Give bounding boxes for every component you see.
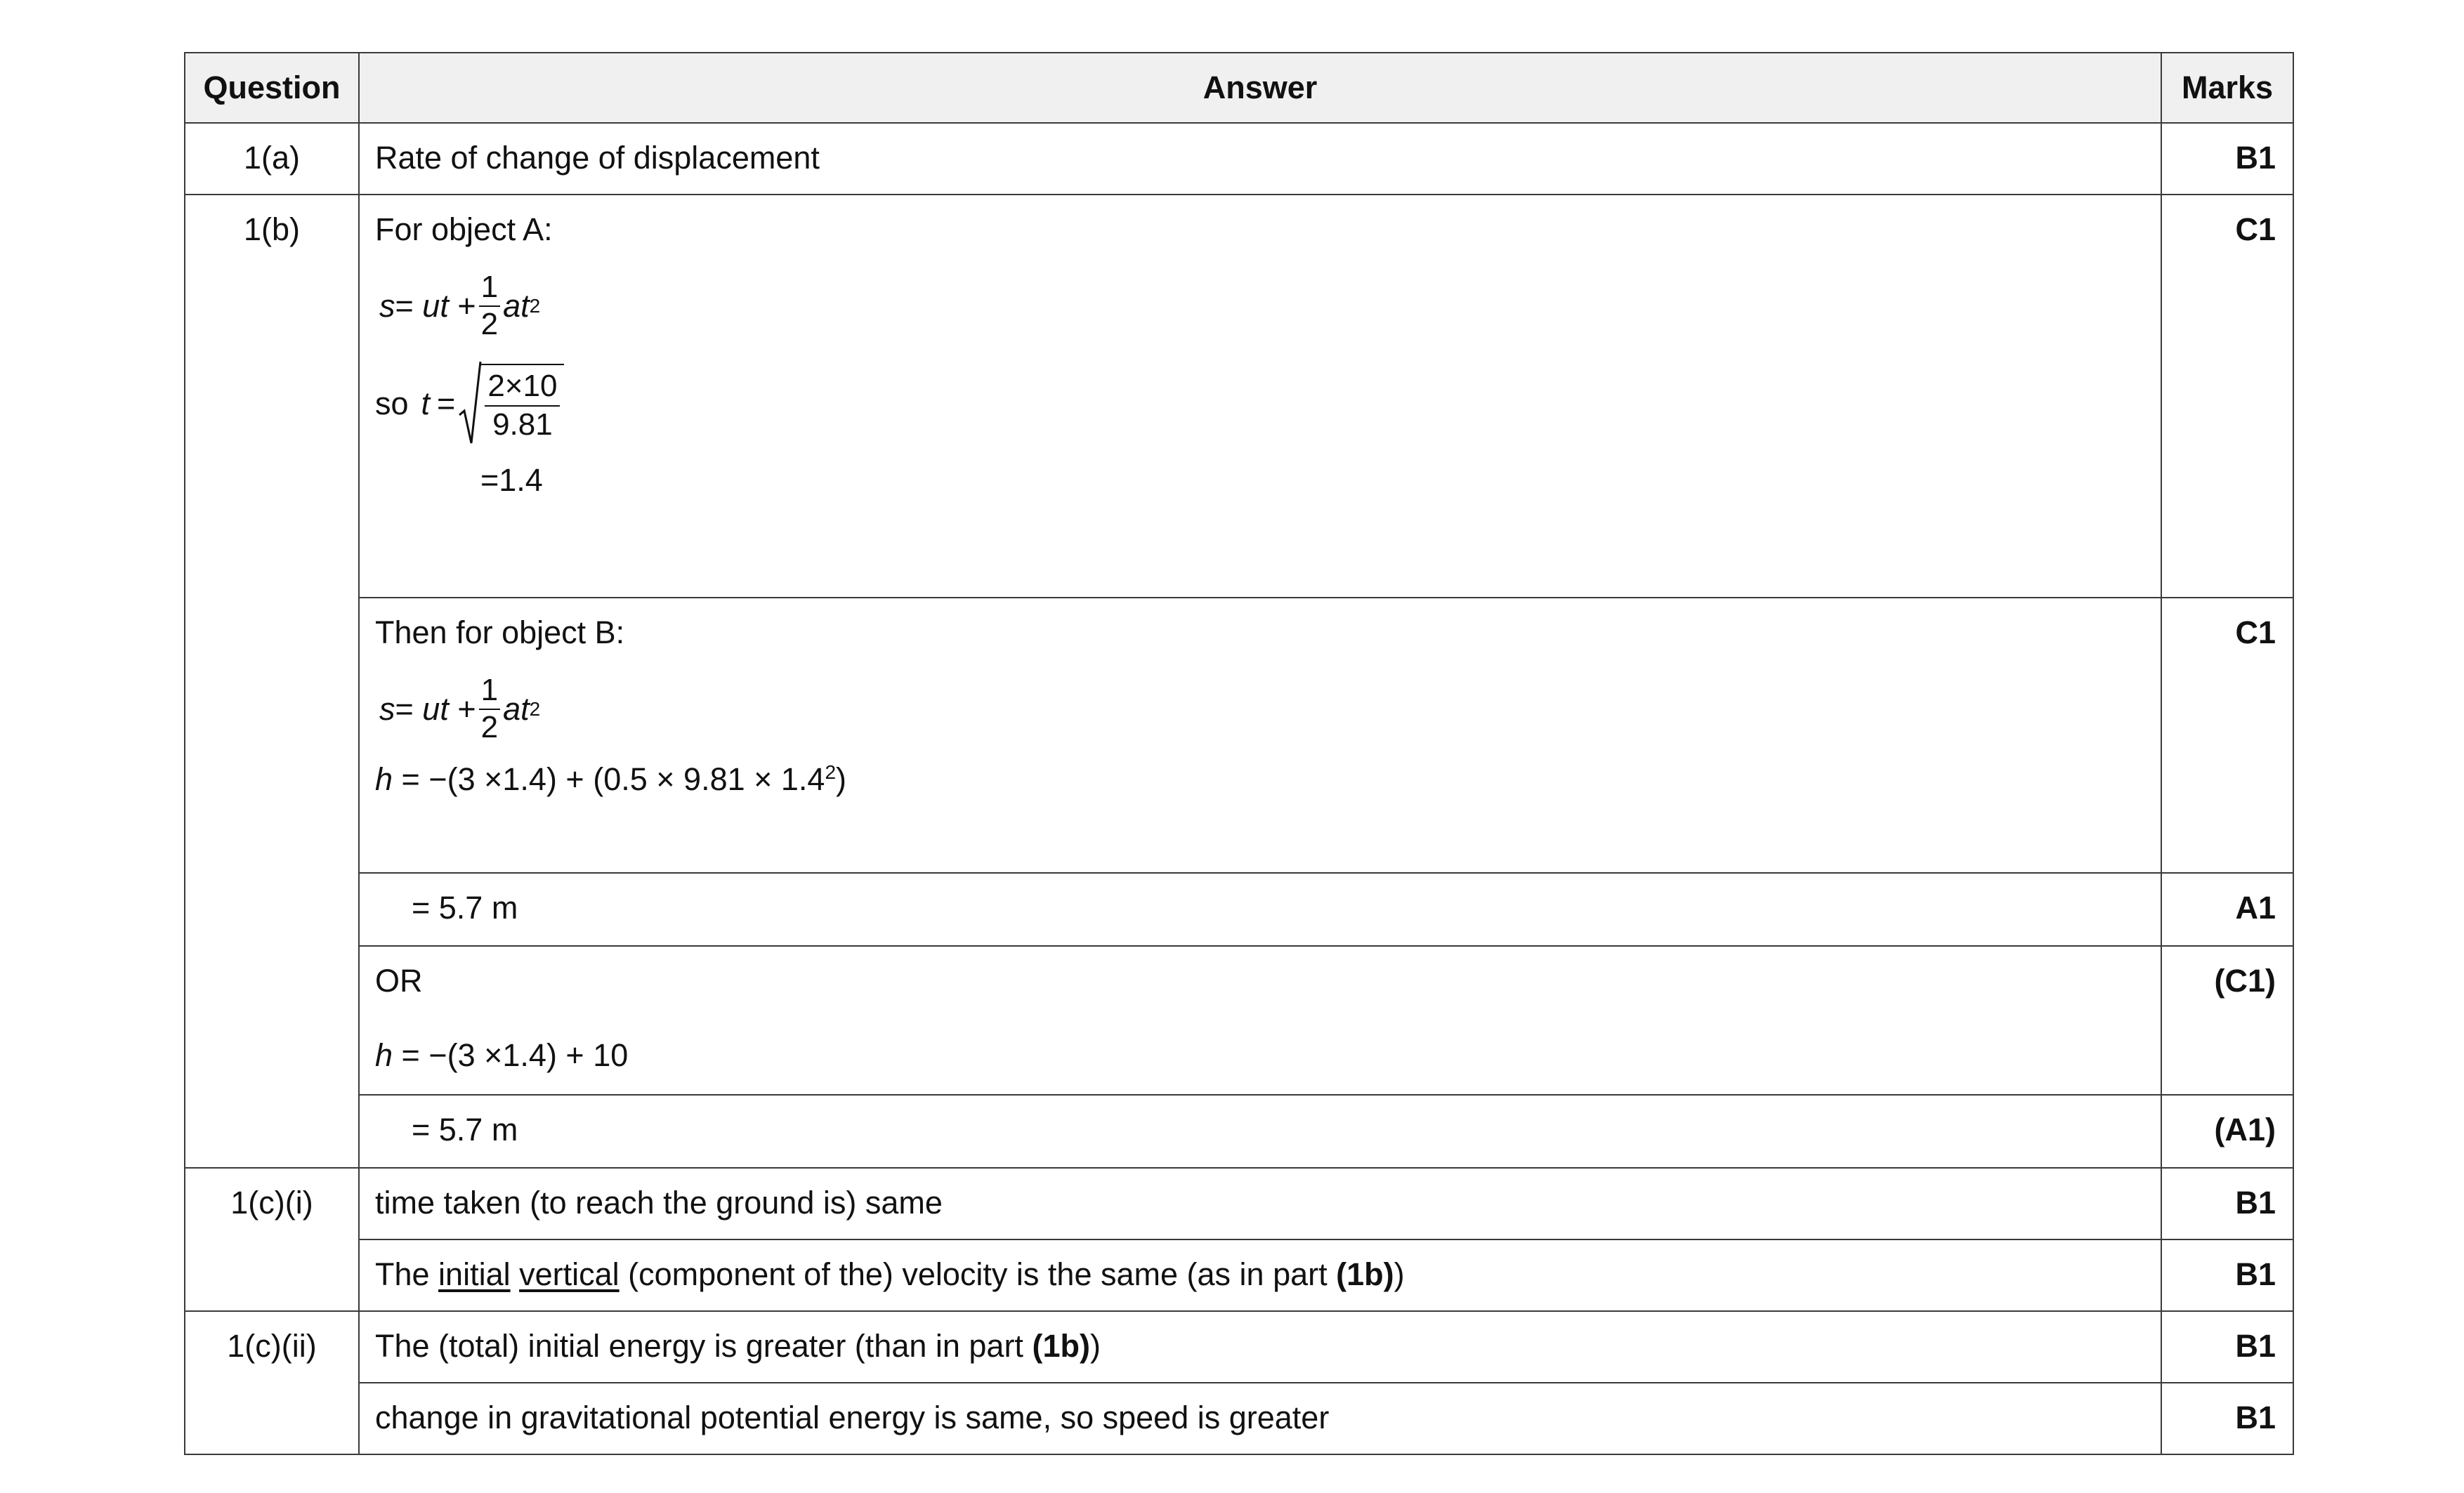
header-row [185,53,2293,123]
mark-cell: C1 [2161,598,2293,873]
answer-cell [359,1239,2161,1311]
answer-cell [359,1168,2161,1239]
equation-symbol: t [440,690,449,727]
answer-cell [359,1311,2161,1383]
suvat-equation: s = u t + $\frac{1}{2}$ a t 2 [379,673,541,744]
fraction-denominator: 9.81 [492,407,553,442]
equation-symbol: h [375,1037,393,1073]
equation-symbol: = [395,690,423,727]
answer-cell [359,1383,2161,1454]
answer-text: Rate of change of displacement [375,140,820,176]
text-segment: ) [1089,1328,1101,1364]
exponent: 2 [825,761,837,784]
text-segment [511,1256,520,1292]
part-reference: (1b) [1336,1256,1394,1292]
equation-text: = −(3 ×1.4) + (0.5 × 9.81 × 1.4 [393,761,825,798]
answer-text: For object A: [375,211,553,247]
table-row [185,946,2293,1095]
radicand [480,364,564,444]
fraction-numerator: 1 [479,270,500,307]
radical-sign-icon [458,360,482,447]
mark-cell: A1 [2161,873,2293,946]
fraction-numerator: 2×10 [485,368,560,407]
table-row [185,123,2293,195]
mark-cell: B1 [2161,1383,2293,1454]
answer-text: OR [375,963,423,999]
equation-symbol: t [421,386,431,422]
question-header: Question [185,53,359,123]
equation-text: ) [836,761,847,798]
question-cell: 1(a) [185,123,359,195]
marks-header: Marks [2161,53,2293,123]
mark-cell: B1 [2161,1311,2293,1383]
equation-symbol: u [422,690,440,727]
equation-symbol: + [448,287,476,324]
suvat-equation: s = u t + $\frac{1}{2}$ a t 2 [379,270,541,341]
equation-text: = −(3 ×1.4) + 10 [393,1037,629,1073]
answer-cell [359,873,2161,946]
question-cell: 1(c)(ii) [185,1311,359,1454]
part-reference: (1b) [1032,1328,1090,1364]
result-text: =1.4 [480,462,543,499]
text-segment: The (total) initial energy is greater (than in part [375,1328,1033,1364]
equation-symbol: t [520,690,530,727]
table-row [185,873,2293,946]
mark-scheme-table [184,52,2294,1455]
fraction [479,270,500,342]
answer-text: time taken (to reach the ground is) same [375,1185,943,1221]
mark-cell: (C1) [2161,946,2293,1095]
equation-text: so [375,386,409,422]
answer-text: change in gravitational potential energy is same, so speed is greater [375,1400,1330,1435]
mark-cell: B1 [2161,1168,2293,1239]
mark-cell: B1 [2161,1239,2293,1311]
table-row [185,598,2293,873]
text-segment: The [375,1256,439,1292]
text-segment: (component of the) velocity is the same (as in part [619,1256,1337,1292]
answer-text: = 5.7 m [412,890,518,926]
equation-symbol: + [448,690,476,727]
underlined-word: vertical [519,1256,620,1292]
equation-symbol: t [440,287,449,324]
table-row [185,1239,2293,1311]
equation-symbol: = [437,386,456,422]
height-equation [375,761,2147,798]
equation-symbol: s [379,690,395,727]
question-cell: 1(b) [185,195,359,1168]
height-equation [375,1037,2147,1074]
answer-cell [359,1095,2161,1168]
equation-symbol: u [422,287,440,324]
underlined-word: initial [438,1256,511,1292]
fraction-denominator: 2 [480,306,499,341]
table-row [185,195,2293,598]
mark-cell: B1 [2161,123,2293,195]
text-segment: ) [1394,1256,1405,1292]
answer-text: Then for object B: [375,614,625,650]
equation-symbol: t [520,287,530,324]
table-row [185,1383,2293,1454]
answer-cell [359,946,2161,1095]
equation-symbol: a [503,690,521,727]
answer-text: = 5.7 m [412,1112,518,1147]
fraction-denominator: 2 [480,709,499,744]
fraction-numerator: 1 [479,673,500,710]
table-row [185,1095,2293,1168]
mark-cell: C1 [2161,195,2293,598]
equation-symbol: a [503,287,521,324]
square-root [458,360,564,447]
table-row [185,1311,2293,1383]
mark-cell: (A1) [2161,1095,2293,1168]
answer-header: Answer [359,53,2161,123]
equation-symbol: = [395,287,423,324]
answer-text [375,1256,2147,1294]
answer-cell [359,598,2161,873]
time-equation [375,360,2147,447]
answer-cell [359,195,2161,598]
question-cell: 1(c)(i) [185,1168,359,1311]
answer-cell [359,123,2161,195]
equation-symbol: s [379,287,395,324]
equation-symbol: h [375,761,393,798]
fraction [479,673,500,745]
answer-text [375,1327,2147,1365]
table-row [185,1168,2293,1239]
